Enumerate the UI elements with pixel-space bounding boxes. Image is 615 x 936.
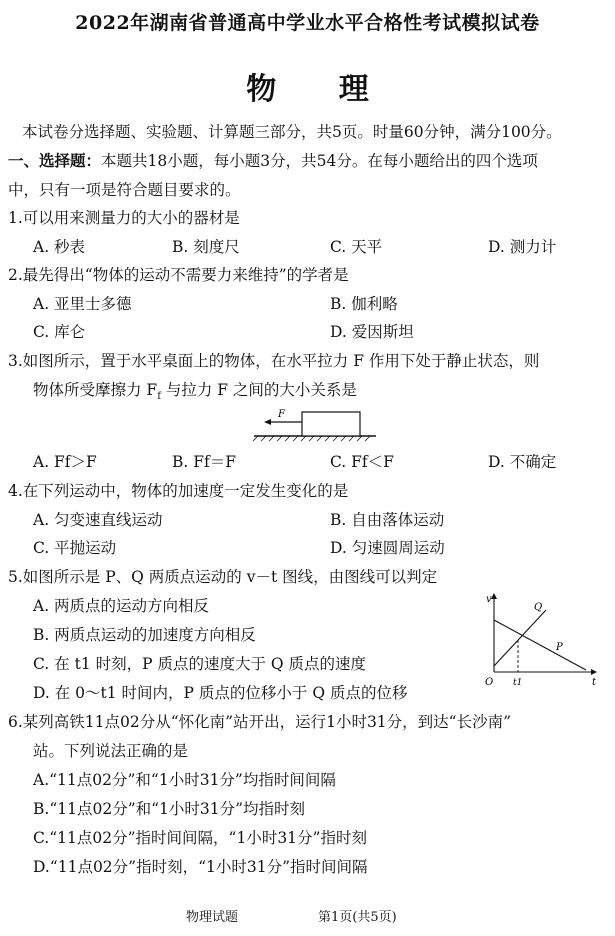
q2-option-a: A. 亚里士多德 xyxy=(33,295,132,313)
section1-text-line1: 本题共18小题，每小题3分，共54分。在每小题给出的四个选项 xyxy=(101,152,538,170)
q4-stem: 4.在下列运动中，物体的加速度一定发生变化的是 xyxy=(8,482,349,500)
q4-option-a: A. 匀变速直线运动 xyxy=(33,511,163,529)
q3-option-b: B. Ff＝F xyxy=(172,453,236,471)
q5-vt-graph xyxy=(482,590,602,690)
q5-line-q xyxy=(494,610,546,666)
footer-subject: 物理试题 xyxy=(186,910,239,925)
q1-option-a: A. 秒表 xyxy=(33,238,86,256)
q5-option-c: C. 在 t1 时刻，P 质点的速度大于 Q 质点的速度 xyxy=(33,655,367,673)
q6-option-d: D.“11点02分”指时刻，“1小时31分”指时间间隔 xyxy=(33,858,368,876)
section1-heading: 一、选择题： xyxy=(8,151,102,170)
q1-option-b: B. 刻度尺 xyxy=(172,238,240,256)
q1-option-d: D. 测力计 xyxy=(488,238,557,256)
q5-option-a: A. 两质点的运动方向相反 xyxy=(33,597,210,615)
q5-p-label: P xyxy=(556,642,563,653)
q3-force-label: F xyxy=(278,409,285,420)
footer-page-number: 第1页(共5页) xyxy=(318,910,397,925)
q5-option-b: B. 两质点运动的加速度方向相反 xyxy=(33,626,256,644)
q6-option-c: C.“11点02分”指时间间隔，“1小时31分”指时刻 xyxy=(33,829,367,847)
q5-t-label: t xyxy=(592,677,597,688)
q5-option-d: D. 在 0～t1 时间内，P 质点的位移小于 Q 质点的位移 xyxy=(33,684,408,702)
section1-text-line2: 中，只有一项是符合题目要求的。 xyxy=(8,181,241,199)
q6-stem-line2: 站。下列说法正确的是 xyxy=(33,742,189,760)
q3-option-d: D. 不确定 xyxy=(488,453,557,471)
exam-intro: 本试卷分选择题、实验题、计算题三部分，共5页。时量60分钟，满分100分。 xyxy=(22,123,562,141)
q1-stem: 1.可以用来测量力的大小的器材是 xyxy=(8,209,240,227)
q6-stem-line1: 6.某列高铁11点02分从“怀化南”站开出，运行1小时31分，到达“长沙南” xyxy=(8,713,512,731)
q4-option-d: D. 匀速圆周运动 xyxy=(330,539,445,557)
q5-v-label: v xyxy=(486,594,492,605)
q3-block xyxy=(302,412,360,436)
exam-title: 2022年湖南省普通高中学业水平合格性考试模拟试卷 xyxy=(75,12,540,34)
q3-stem-line1: 3.如图所示，置于水平桌面上的物体，在水平拉力 F 作用下处于静止状态，则 xyxy=(8,352,540,370)
q4-option-b: B. 自由落体运动 xyxy=(330,511,445,529)
q3-option-c: C. Ff＜F xyxy=(330,453,394,471)
q3-stem-subscript: f xyxy=(157,391,161,403)
q3-figure-block-on-table xyxy=(250,406,380,442)
q6-option-b: B.“11点02分”和“1小时31分”均指时刻 xyxy=(33,800,306,818)
q5-origin-label: O xyxy=(485,677,494,688)
q4-option-c: C. 平抛运动 xyxy=(33,539,117,557)
q5-line-p xyxy=(494,620,586,670)
subject-title: 物 理 xyxy=(246,72,395,107)
q3-option-a: A. Ff＞F xyxy=(33,453,97,471)
q5-q-label: Q xyxy=(534,602,543,613)
q6-option-a: A.“11点02分”和“1小时31分”均指时间间隔 xyxy=(33,771,336,789)
q2-option-c: C. 库仑 xyxy=(33,323,86,341)
q5-stem: 5.如图所示是 P、Q 两质点运动的 v－t 图线，由图线可以判定 xyxy=(8,568,438,586)
q3-stem-part1: 物体所受摩擦力 F xyxy=(33,381,158,399)
q3-stem-part2: 与拉力 F 之间的大小关系是 xyxy=(160,381,357,399)
q2-option-b: B. 伽利略 xyxy=(330,295,398,313)
q3-stem-line2 xyxy=(33,380,357,407)
q2-option-d: D. 爱因斯坦 xyxy=(330,323,414,341)
q1-option-c: C. 天平 xyxy=(330,238,383,256)
section1-instructions xyxy=(8,151,538,171)
q2-stem: 2.最先得出“物体的运动不需要力来维持”的学者是 xyxy=(8,266,349,284)
q5-t1-label: t1 xyxy=(513,678,523,688)
